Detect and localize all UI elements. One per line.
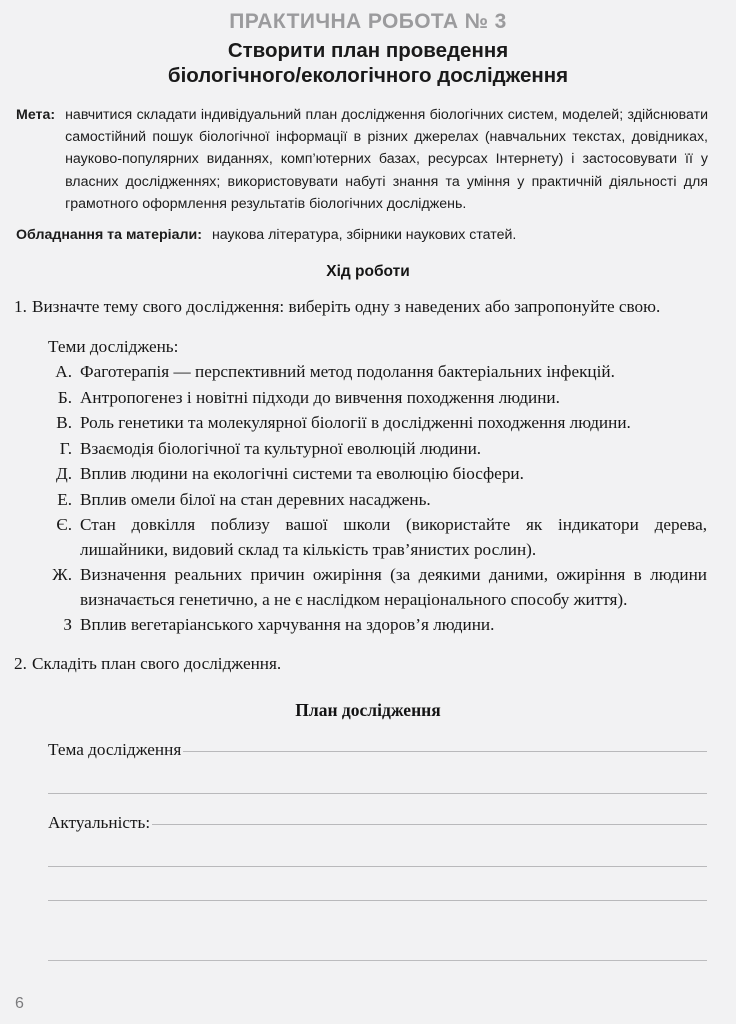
list-item bbox=[0, 360, 736, 385]
footer-divider bbox=[48, 960, 707, 961]
topics-list bbox=[0, 360, 736, 638]
topic-marker: А. bbox=[55, 362, 72, 382]
list-item bbox=[0, 386, 736, 411]
list-item bbox=[0, 411, 736, 436]
topic-text: Визначення реальних причин ожиріння (за деякими даними, ожиріння в людини визначається генетично, а не є наслідком нераціонального способу життя). bbox=[80, 565, 707, 609]
relevance-input-line-2[interactable] bbox=[48, 866, 707, 867]
topic-text: Вплив вегетаріанського харчування на здоров’я людини. bbox=[80, 615, 495, 635]
topic-marker: Є. bbox=[56, 515, 72, 535]
procedure-heading: Хід роботи bbox=[326, 263, 410, 281]
topic-marker: Г. bbox=[59, 438, 72, 458]
list-item bbox=[0, 563, 736, 612]
research-topic-label: Тема дослідження bbox=[48, 740, 182, 760]
practical-work-title: ПРАКТИЧНА РОБОТА № 3 bbox=[229, 10, 507, 33]
step-number-2: 2. bbox=[14, 653, 27, 673]
objective-section bbox=[0, 104, 736, 215]
plan-heading: План дослідження bbox=[295, 700, 441, 721]
topic-text: Вплив людини на екологічні системи та еволюцію біосфери. bbox=[80, 464, 524, 484]
list-item bbox=[0, 462, 736, 487]
equipment-label: Обладнання та матеріали: bbox=[16, 227, 202, 244]
step-text-2: Складіть план свого дослідження. bbox=[32, 653, 282, 673]
topic-marker: З bbox=[63, 615, 72, 635]
page-number: 6 bbox=[15, 995, 24, 1012]
page-title-line-1: Створити план проведення bbox=[227, 39, 509, 62]
relevance-input[interactable] bbox=[152, 823, 707, 825]
page-title-line-2: біологічного/екологічного дослідження bbox=[167, 64, 569, 87]
topic-text: Взаємодія біологічної та культурної еволюцій людини. bbox=[80, 438, 482, 458]
objective-label: Мета: bbox=[16, 107, 56, 123]
topic-marker: Б. bbox=[57, 387, 72, 407]
equipment-section bbox=[0, 224, 736, 246]
objective-text: навчитися складати індивідуальний план дослідження біологічних систем, моделей; здійснювати самостійний пошук біологічної інформації в різних джерелах (навчальних текстах, довідниках, науково-популярних виданнях, комп’ютерних базах, ресурсах Інтернету) і застосовувати її у власних дослідженнях; використовувати набуті знання та уміння у практичній діяльності для грамотного оформлення результатів біологічних досліджень. bbox=[65, 107, 708, 212]
equipment-text: наукова література, збірники наукових статей. bbox=[211, 227, 517, 244]
topics-label: Теми досліджень: bbox=[48, 336, 179, 356]
topic-marker: В. bbox=[56, 413, 72, 433]
step-item-1 bbox=[0, 295, 736, 320]
topic-marker: Ж. bbox=[52, 565, 72, 585]
topic-text: Вплив омели білої на стан деревних насаджень. bbox=[80, 489, 431, 509]
relevance-input-line-3[interactable] bbox=[48, 900, 707, 901]
list-item bbox=[0, 513, 736, 562]
topic-text: Фаготерапія — перспективний метод подолання бактеріальних інфекцій. bbox=[80, 362, 615, 382]
topic-text: Стан довкілля поблизу вашої школи (використайте як індикатори дерева, лишайники, видовий склад та кількість трав’янистих рослин). bbox=[80, 515, 707, 559]
step-item-2 bbox=[0, 652, 736, 677]
research-topic-input[interactable] bbox=[183, 750, 707, 752]
topic-marker: Е. bbox=[57, 489, 72, 509]
relevance-field[interactable] bbox=[48, 794, 707, 833]
list-item bbox=[0, 613, 736, 638]
step-number-1: 1. bbox=[14, 297, 27, 317]
relevance-label: Актуальність: bbox=[48, 813, 151, 833]
list-item bbox=[0, 437, 736, 462]
topic-text: Роль генетики та молекулярної біології в дослідженні походження людини. bbox=[80, 413, 631, 433]
procedure-body bbox=[0, 295, 736, 676]
list-item bbox=[0, 488, 736, 513]
topic-marker: Д. bbox=[55, 464, 72, 484]
step-text-1: Визначте тему свого дослідження: виберіть одну з наведених або запропонуйте свою. bbox=[32, 297, 661, 317]
topic-text: Антропогенез і новітні підходи до вивчення походження людини. bbox=[80, 387, 560, 407]
page-title bbox=[0, 38, 736, 88]
research-topic-field[interactable] bbox=[48, 721, 707, 760]
